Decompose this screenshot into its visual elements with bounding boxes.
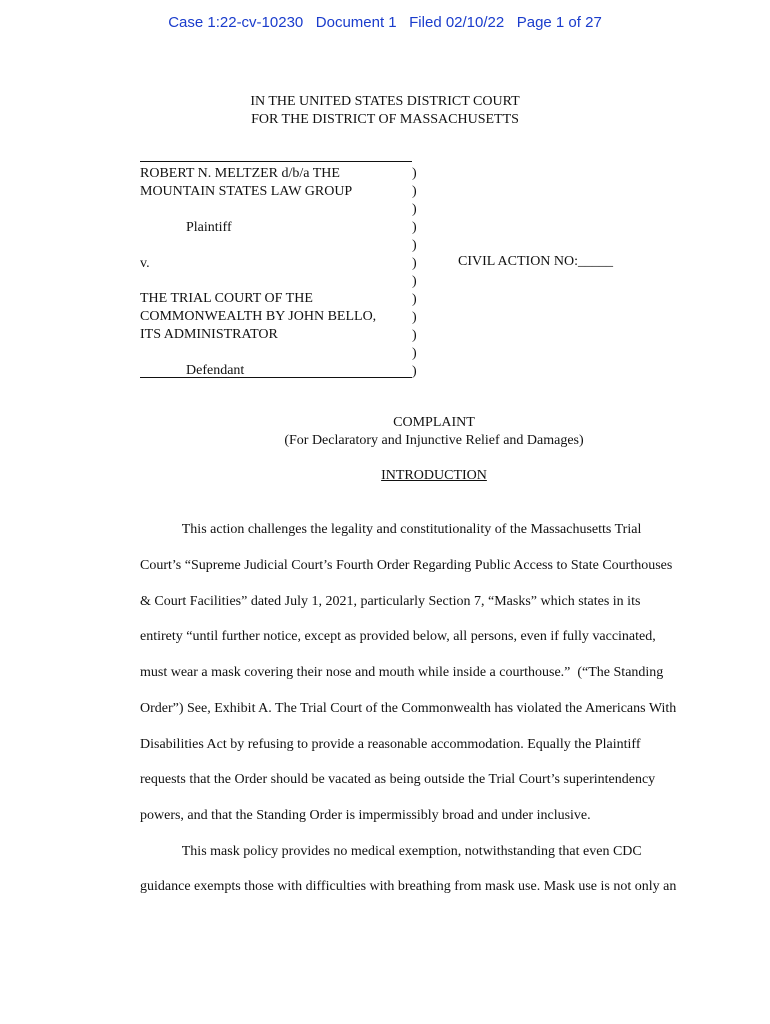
plaintiff-label: Plaintiff <box>186 220 232 235</box>
body-line: entirety “until further notice, except as provided below, all persons, even if fully vaccinated, <box>140 629 656 644</box>
versus-label: v. <box>140 256 150 271</box>
body-line: This action challenges the legality and constitutionality of the Massachusetts Trial <box>140 522 642 537</box>
defendant-name-line-1: THE TRIAL COURT OF THE <box>140 291 313 306</box>
defendant-name-line-3: ITS ADMINISTRATOR <box>140 327 278 342</box>
court-heading <box>0 93 770 129</box>
caption-paren: ) <box>412 166 417 181</box>
caption-paren: ) <box>412 328 417 343</box>
caption-paren: ) <box>412 184 417 199</box>
body-line: requests that the Order should be vacated as being outside the Trial Court’s superintendency <box>140 772 656 787</box>
introduction-heading: INTRODUCTION <box>381 468 487 483</box>
caption-paren: ) <box>412 256 417 271</box>
defendant-name-line-2: COMMONWEALTH BY JOHN BELLO, <box>140 309 377 324</box>
caption-parenthesis-column <box>412 165 417 381</box>
caption-paren: ) <box>412 238 417 253</box>
caption-top-rule <box>140 161 412 162</box>
body-line: Court’s “Supreme Judicial Court’s Fourth Order Regarding Public Access to State Courthouses <box>140 558 673 573</box>
body-line: Disabilities Act by refusing to provide a reasonable accommodation. Equally the Plaintiff <box>140 737 641 752</box>
caption-paren: ) <box>412 364 417 379</box>
complaint-subtitle: (For Declaratory and Injunctive Relief and Damages) <box>284 433 584 448</box>
complaint-title-block <box>0 414 770 450</box>
caption-paren: ) <box>412 346 417 361</box>
court-heading-line-2: FOR THE DISTRICT OF MASSACHUSETTS <box>251 112 519 127</box>
body-line: This mask policy provides no medical exemption, notwithstanding that even CDC <box>140 844 642 859</box>
plaintiff-name-line-1: ROBERT N. MELTZER d/b/a THE <box>140 166 340 181</box>
body-line: guidance exempts those with difficulties with breathing from mask use. Mask use is not only an <box>140 879 677 894</box>
caption-paren: ) <box>412 310 417 325</box>
caption-paren: ) <box>412 220 417 235</box>
defendant-label: Defendant <box>186 363 245 378</box>
caption-paren: ) <box>412 202 417 217</box>
complaint-title: COMPLAINT <box>393 415 475 430</box>
caption-paren: ) <box>412 292 417 307</box>
body-line: must wear a mask covering their nose and mouth while inside a courthouse.” (“The Standing <box>140 665 664 680</box>
civil-action-number: CIVIL ACTION NO:_____ <box>458 254 614 269</box>
caption-bottom-rule <box>140 377 412 378</box>
body-line: powers, and that the Standing Order is impermissibly broad and under inclusive. <box>140 808 591 823</box>
plaintiff-name-line-2: MOUNTAIN STATES LAW GROUP <box>140 184 353 199</box>
court-heading-line-1: IN THE UNITED STATES DISTRICT COURT <box>250 94 520 109</box>
body-line: & Court Facilities” dated July 1, 2021, particularly Section 7, “Masks” which states in its <box>140 594 641 609</box>
case-header-stamp: Case 1:22-cv-10230 Document 1 Filed 02/10/22 Page 1 of 27 <box>168 14 602 31</box>
caption-paren: ) <box>412 274 417 289</box>
body-line: Order”) See, Exhibit A. The Trial Court of the Commonwealth has violated the Americans With <box>140 701 677 716</box>
